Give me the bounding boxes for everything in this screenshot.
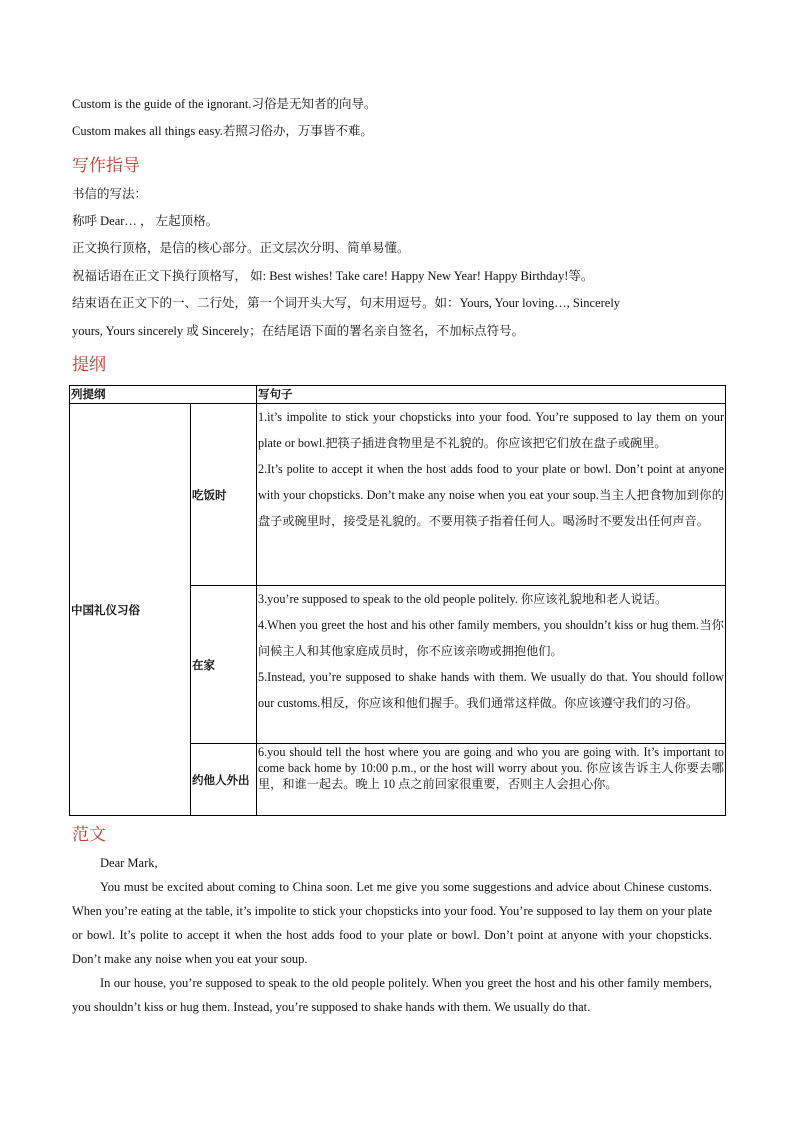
header-sentences: 写句子 [257, 386, 726, 404]
category-cell: 在家 [191, 586, 257, 744]
topic-cell: 中国礼仪习俗 [70, 404, 191, 816]
essay-paragraph-2: In our house, you’re supposed to speak to the old people politely. When you greet the host and his other family members, you shouldn’t kiss or hug them. Instead, you’re supposed to shake hands with them. We usually do that. [72, 976, 712, 1014]
sentence-4: 4.When you greet the host and his other family members, you shouldn’t kiss or hug them.当你问候主人和其他家庭成员时，你不应该亲吻或拥抱他们。 [258, 618, 724, 658]
section-heading-outline: 提纲 [72, 355, 106, 375]
sentence-6: 6.you should tell the host where you are going and who you are going with. It’s important to come back home by 10:00 p.m., or the host will worry about you. 你应该告诉主人你要去哪里，和谁一起去。晚上 10 点之前回家很重要，否则主人会担心你。 [258, 745, 724, 791]
outline-table [69, 385, 726, 816]
essay-paragraph-1: You must be excited about coming to China soon. Let me give you some suggestions and advice about Chinese customs. When you’re eating at the table, it’s impolite to stick your chopsticks into your food. You’re supposed to lay them on your plate or bowl. It’s polite to accept it when the host adds food to your plate or bowl. Don’t point at anyone with your chopsticks. Don’t make any noise when you eat your soup. [72, 880, 712, 966]
guide-line-2: 称呼 Dear… ， 左起顶格。 [72, 214, 219, 228]
sentence-cell [257, 404, 726, 586]
section-heading-sample: 范文 [72, 825, 106, 845]
guide-line-5: 结束语在正文下的一、二行处，第一个词开头大写，句末用逗号。如：Yours, Your loving…, Sincerely [72, 296, 621, 310]
proverb-1: Custom is the guide of the ignorant.习俗是无知者的向导。 [72, 97, 377, 111]
guide-line-6: yours, Yours sincerely 或 Sincerely；在结尾语下面的署名亲自签名，不加标点符号。 [72, 324, 525, 338]
sentence-2: 2.It’s polite to accept it when the host adds food to your plate or bowl. Don’t point at anyone with your chopsticks. Don’t make any noise when you eat your soup.当主人把食物加到你的盘子或碗里时，接受是礼貌的。不要用筷子指着任何人。喝汤时不要发出任何声音。 [258, 462, 724, 528]
category-cell: 约他人外出 [191, 744, 257, 816]
sentence-1: 1.it’s impolite to stick your chopsticks into your food. You’re supposed to lay them on your plate or bowl.把筷子插进食物里是不礼貌的。你应该把它们放在盘子或碗里。 [258, 410, 724, 450]
section-heading-writing-guide: 写作指导 [72, 156, 140, 176]
guide-line-1: 书信的写法： [72, 187, 148, 201]
guide-line-4: 祝福话语在正文下换行顶格写， 如: Best wishes! Take care! Happy New Year! Happy Birthday!等。 [72, 269, 594, 283]
sentence-3: 3.you’re supposed to speak to the old people politely. 你应该礼貌地和老人说话。 [258, 592, 668, 606]
sample-essay [72, 851, 712, 1019]
proverb-2: Custom makes all things easy.若照习俗办，万事皆不难。 [72, 124, 373, 138]
sentence-cell [257, 744, 726, 816]
essay-greeting: Dear Mark, [100, 856, 158, 870]
guide-line-3: 正文换行顶格，是信的核心部分。正文层次分明、简单易懂。 [72, 241, 410, 255]
table-header-row [70, 386, 726, 404]
category-cell: 吃饭时 [191, 404, 257, 586]
sentence-cell [257, 586, 726, 744]
sentence-5: 5.Instead, you’re supposed to shake hands with them. We usually do that. You should follow our customs.相反，你应该和他们握手。我们通常这样做。你应该遵守我们的习俗。 [258, 670, 724, 710]
table-row [70, 404, 726, 586]
header-outline: 列提纲 [70, 386, 257, 404]
